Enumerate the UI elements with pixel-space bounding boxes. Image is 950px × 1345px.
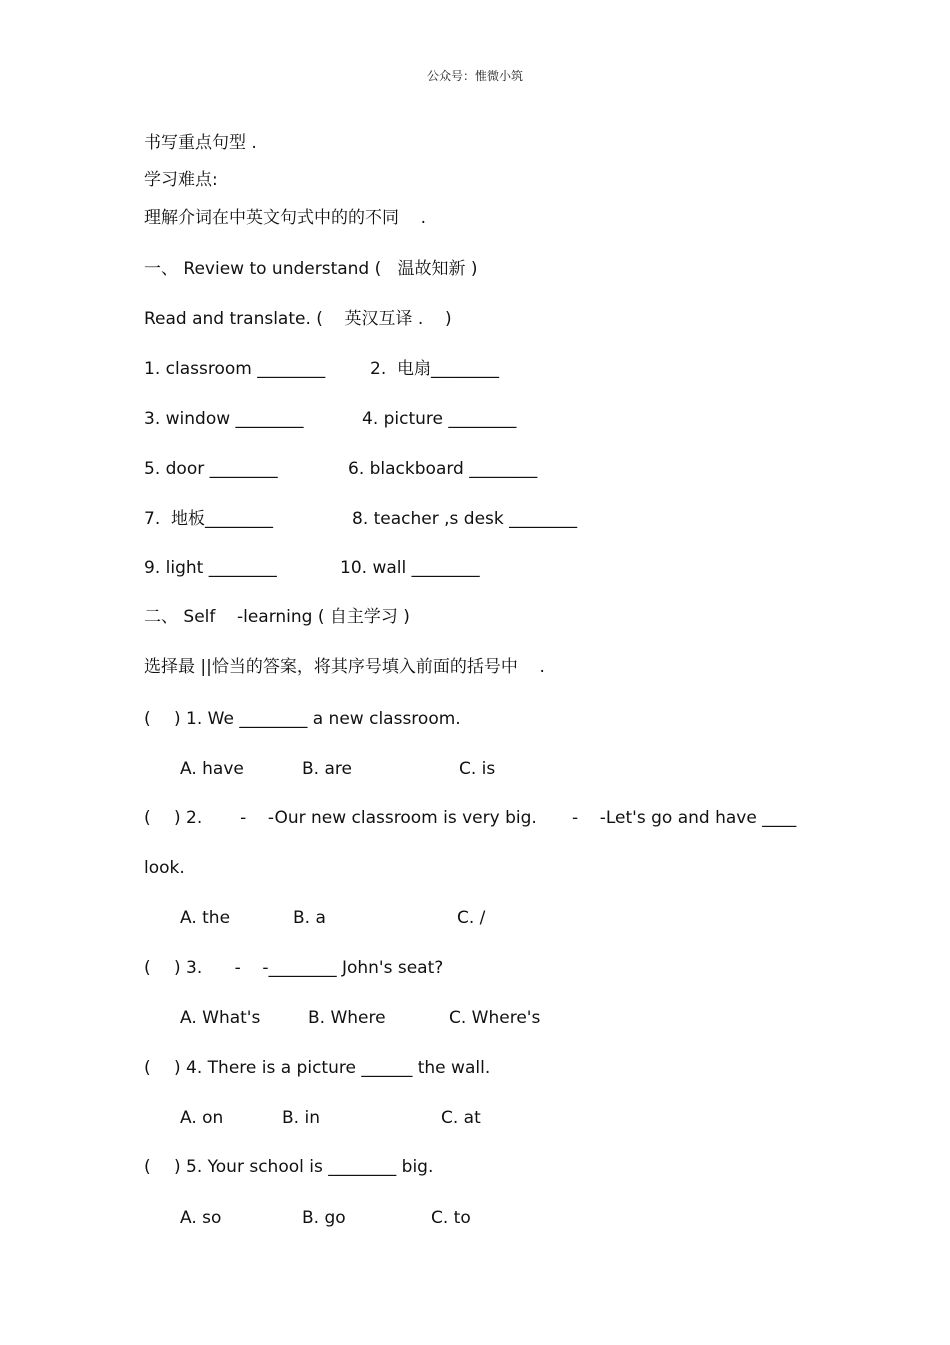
- vocab-item: 10. wall ________: [340, 558, 480, 578]
- option-b: B. are: [302, 759, 352, 779]
- vocab-item: 5. door ________: [144, 459, 278, 479]
- question-text: ) 5. Your school is ________ big.: [174, 1157, 434, 1177]
- question-paren: (: [144, 1058, 151, 1078]
- vocab-item: 8. teacher ,s desk ________: [352, 509, 578, 529]
- vocab-item: 2. 电扇________: [370, 359, 500, 379]
- vocab-item: 3. window ________: [144, 409, 304, 429]
- intro-line-3: 理解介词在中英文句式中的的不同 .: [144, 208, 427, 228]
- section1-instruction: Read and translate. ( 英汉互译 . ): [144, 309, 452, 329]
- option-a: A. the: [180, 908, 231, 928]
- question-text: ) 3. - -________ John's seat?: [174, 958, 444, 978]
- intro-line-1: 书写重点句型 .: [144, 133, 257, 153]
- question-text: ) 2. - -Our new classroom is very big.: [174, 808, 537, 828]
- question-text: ) 1. We ________ a new classroom.: [174, 709, 461, 729]
- question-text: ) 4. There is a picture ______ the wall.: [174, 1058, 491, 1078]
- intro-line-2: 学习难点:: [144, 170, 218, 190]
- option-c: C. /: [457, 908, 486, 928]
- option-a: A. on: [180, 1108, 224, 1128]
- section1-title: 一、 Review to understand ( 温故知新 ): [144, 259, 478, 279]
- option-c: C. to: [431, 1208, 471, 1228]
- option-c: C. is: [459, 759, 496, 779]
- question-paren: (: [144, 1157, 151, 1177]
- section2-title: 二、 Self -learning ( 自主学习 ): [144, 607, 410, 627]
- question-paren: (: [144, 709, 151, 729]
- option-b: B. Where: [308, 1008, 386, 1028]
- option-b: B. a: [293, 908, 326, 928]
- vocab-item: 9. light ________: [144, 558, 277, 578]
- vocab-item: 7. 地板________: [144, 509, 274, 529]
- question-text-continued: look.: [144, 858, 185, 878]
- option-a: A. What's: [180, 1008, 261, 1028]
- option-b: B. go: [302, 1208, 346, 1228]
- option-a: A. have: [180, 759, 244, 779]
- question-paren: (: [144, 808, 151, 828]
- page-header: 公众号：惟微小筑: [426, 69, 523, 83]
- vocab-item: 6. blackboard ________: [348, 459, 538, 479]
- option-a: A. so: [180, 1208, 222, 1228]
- question-text-reply: - -Let's go and have ____: [572, 808, 797, 828]
- section2-instruction: 选择最 ||恰当的答案，将其序号填入前面的括号中 .: [144, 657, 545, 677]
- option-b: B. in: [282, 1108, 320, 1128]
- option-c: C. Where's: [449, 1008, 541, 1028]
- vocab-item: 1. classroom ________: [144, 359, 326, 379]
- question-paren: (: [144, 958, 151, 978]
- option-c: C. at: [441, 1108, 481, 1128]
- vocab-item: 4. picture ________: [362, 409, 517, 429]
